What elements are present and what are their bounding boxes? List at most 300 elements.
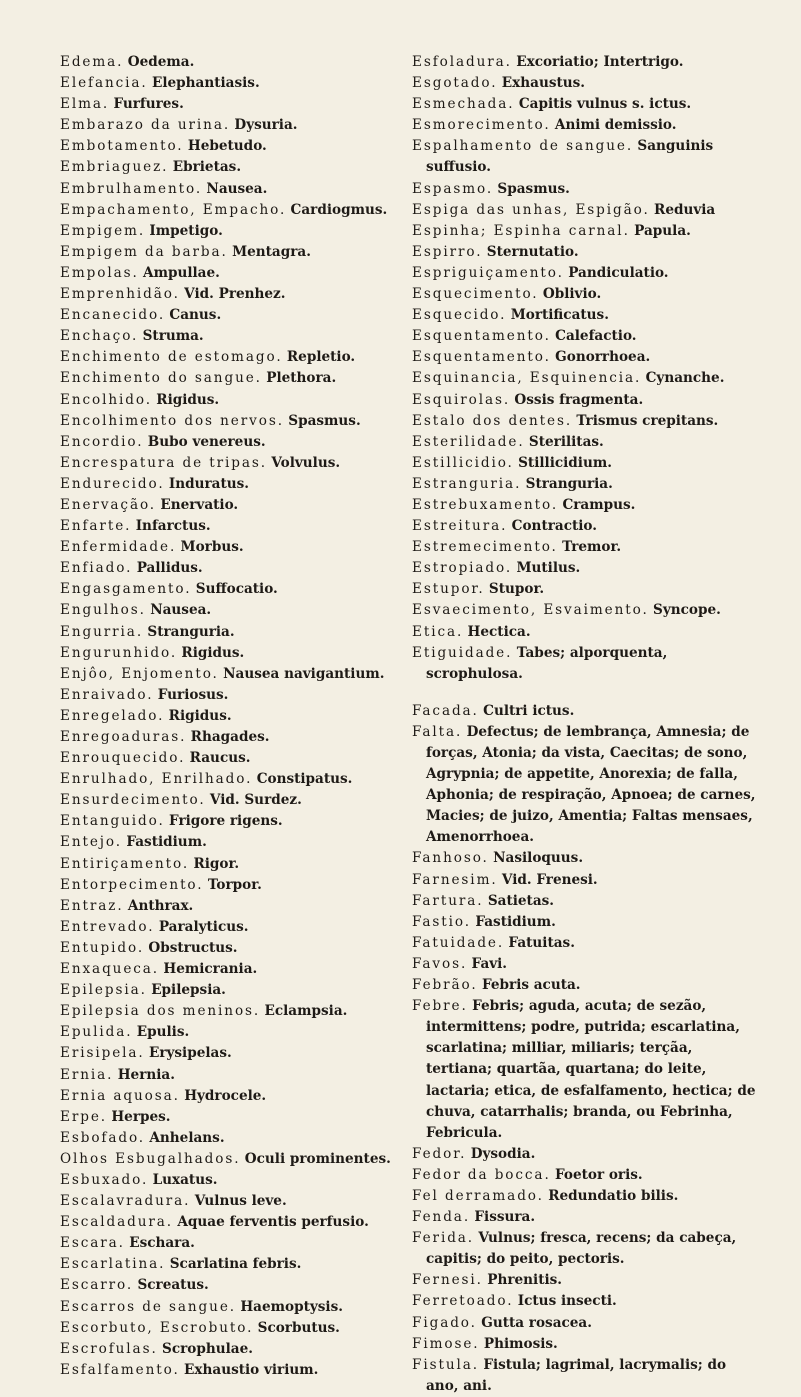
dictionary-entry (412, 326, 756, 347)
dictionary-entry (60, 579, 412, 600)
entry-headword: Emprenhidão. (60, 286, 180, 303)
entry-translation: Epilepsia. (151, 982, 226, 999)
entry-translation: Repletio. (286, 349, 356, 366)
entry-headword: Esbuxado. (60, 1171, 149, 1188)
entry-headword: Fedor. (412, 1145, 467, 1162)
entry-translation: Phrenitis. (487, 1272, 563, 1289)
entry-headword: Embriaguez. (60, 159, 169, 176)
entry-translation: Nasiloquus. (493, 850, 584, 867)
dictionary-entry (412, 200, 756, 221)
dictionary-entry (412, 305, 756, 326)
entry-headword: Fastio. (412, 913, 471, 930)
entry-translation: Papula. (634, 222, 691, 239)
dictionary-entry (60, 558, 412, 579)
entry-translation: Ebrietas. (172, 159, 242, 176)
dictionary-entry (60, 263, 412, 284)
dictionary-entry (60, 706, 412, 727)
dictionary-entry (60, 326, 412, 347)
entry-headword: Entrevado. (60, 918, 155, 935)
dictionary-entry (60, 685, 412, 706)
entry-translation: Rigidus. (156, 391, 220, 408)
entry-translation: Vid. Surdez. (209, 792, 302, 809)
dictionary-entry (412, 558, 756, 579)
entry-headword: Entiriçamento. (60, 855, 190, 872)
dictionary-entry (60, 1107, 412, 1128)
entry-headword: Escara. (60, 1235, 125, 1252)
dictionary-entry (60, 938, 412, 959)
entry-headword: Entejo. (60, 834, 122, 851)
entry-headword: Esquecimento. (412, 286, 539, 303)
dictionary-entry (412, 1355, 756, 1397)
dictionary-entry (412, 848, 756, 869)
dictionary-entry (60, 115, 412, 136)
entry-headword: Enchimento de estomago. (60, 349, 283, 366)
entry-translation: Foetor oris. (555, 1166, 643, 1183)
dictionary-entry (60, 811, 412, 832)
dictionary-entry (412, 179, 756, 200)
entry-translation: Herpes. (111, 1108, 171, 1125)
entry-translation: Scarlatina febris. (169, 1256, 302, 1273)
entry-headword: Fanhoso. (412, 850, 489, 867)
entry-headword: Entorpecimento. (60, 876, 204, 893)
entry-headword: Esquecido. (412, 307, 507, 324)
dictionary-entry (60, 832, 412, 853)
entry-headword: Esquirolas. (412, 391, 511, 408)
entry-headword: Enfermidade. (60, 539, 177, 556)
entry-translation: Gonorrhoea. (555, 349, 651, 366)
entry-headword: Estropiado. (412, 560, 513, 577)
entry-headword: Esmorecimento. (412, 117, 551, 134)
entry-headword: Empolas. (60, 264, 139, 281)
entry-translation: Stillicidium. (518, 454, 612, 471)
entry-headword: Enjôo, Enjomento. (60, 665, 219, 682)
entry-translation: Suffocatio. (195, 581, 278, 598)
entry-translation: Raucus. (189, 750, 251, 767)
entry-translation: Reduvia (654, 201, 716, 218)
dictionary-entry (412, 73, 756, 94)
entry-headword: Escorbuto, Escrobuto. (60, 1319, 254, 1336)
dictionary-entry (412, 221, 756, 242)
dictionary-entry (412, 432, 756, 453)
entry-headword: Esfoladura. (412, 54, 512, 70)
entry-translation: Vid. Prenhez. (184, 286, 286, 303)
entry-translation: Calefactio. (555, 328, 637, 345)
entry-translation: Elephantiasis. (151, 75, 260, 92)
dictionary-entry (60, 1001, 412, 1022)
entry-headword: Etica. (412, 623, 464, 640)
entry-translation: Paralyticus. (158, 918, 249, 935)
entry-translation: Induratus. (168, 475, 250, 492)
entry-translation: Scrophulae. (162, 1340, 253, 1357)
dictionary-entry (412, 453, 756, 474)
dictionary-entry (412, 368, 756, 389)
dictionary-entry (412, 390, 756, 411)
entry-translation: Phimosis. (483, 1335, 558, 1352)
entry-headword: Enfiado. (60, 560, 133, 577)
entry-headword: Enrulhado, Enrilhado. (60, 771, 253, 788)
entry-headword: Enregelado. (60, 707, 165, 724)
entry-headword: Erpe. (60, 1108, 108, 1125)
dictionary-entry (60, 875, 412, 896)
dictionary-entry (60, 1065, 412, 1086)
dictionary-entry (60, 453, 412, 474)
entry-translation: Pandiculatio. (568, 264, 669, 281)
entry-translation: Redundatio bilis. (548, 1187, 679, 1204)
dictionary-entry (60, 157, 412, 178)
entry-headword: Febrão. (412, 977, 478, 994)
entry-headword: Entraz. (60, 897, 124, 914)
entry-translation: Animi demissio. (554, 117, 677, 134)
entry-headword: Ernia aquosa. (60, 1087, 180, 1104)
dictionary-entry (60, 200, 412, 221)
dictionary-entry (412, 1144, 756, 1165)
dictionary-entry (60, 390, 412, 411)
dictionary-entry (60, 495, 412, 516)
entry-translation: Ossis fragmenta. (514, 391, 644, 408)
entry-headword: Esvaecimento, Esvaimento. (412, 602, 649, 619)
dictionary-entry (60, 284, 412, 305)
entry-translation: Hemicrania. (163, 961, 258, 978)
dictionary-entry (412, 912, 756, 933)
dictionary-entry (60, 1128, 412, 1149)
entry-headword: Epilepsia. (60, 982, 147, 999)
entry-translation: Pallidus. (136, 560, 203, 577)
entry-translation: Enervatio. (160, 496, 239, 513)
entry-translation: Fistula; lagrimal, lacrymalis; do ano, ani. (426, 1356, 727, 1394)
entry-translation: Morbus. (180, 539, 244, 556)
entry-headword: Olhos Esbugalhados. (60, 1150, 241, 1167)
dictionary-entry (60, 1086, 412, 1107)
dictionary-entry (412, 242, 756, 263)
dictionary-entry (412, 52, 756, 73)
entry-headword: Esmechada. (412, 96, 515, 113)
dictionary-entry (412, 722, 756, 849)
entry-headword: Edema. (60, 54, 124, 70)
entry-translation: Tabes; alporquenta, scrophulosa. (426, 644, 668, 682)
entry-headword: Engurria. (60, 623, 144, 640)
dictionary-entry (60, 516, 412, 537)
entry-translation: Stranguria. (147, 623, 235, 640)
entry-translation: Cynanche. (645, 370, 725, 387)
entry-headword: Entanguido. (60, 813, 165, 830)
dictionary-entry (412, 411, 756, 432)
entry-translation: Obstructus. (148, 939, 238, 956)
dictionary-entry (60, 1149, 412, 1170)
entry-headword: Elma. (60, 96, 110, 113)
dictionary-entry (60, 980, 412, 1001)
entry-headword: Estrebuxamento. (412, 496, 559, 513)
entry-headword: Enfarte. (60, 518, 132, 535)
entry-translation: Febris; aguda, acuta; de sezão, intermittens; podre, putrida; escarlatina, scarlatina; milliar, miliaris; terçãa, tertiana; quartãa, quartana; do leite, lactaria; etica, de esfalfamento, hectica; de chuva, catarrhalis; branda, ou Febrinha, Febricula. (426, 998, 756, 1141)
entry-headword: Fenda. (412, 1209, 471, 1226)
entry-translation: Exhaustus. (501, 75, 586, 92)
dictionary-entry (412, 933, 756, 954)
dictionary-entry (60, 917, 412, 938)
entry-headword: Espriguiçamento. (412, 264, 564, 281)
entry-translation: Screatus. (137, 1277, 209, 1294)
entry-headword: Fedor da bocca. (412, 1166, 551, 1183)
entry-headword: Esquinancia, Esquinencia. (412, 370, 642, 387)
entry-translation: Impetigo. (149, 222, 223, 239)
entry-headword: Fistula. (412, 1356, 479, 1373)
entry-translation: Crampus. (562, 496, 636, 513)
entry-translation: Capitis vulnus s. ictus. (518, 96, 692, 113)
entry-headword: Embarazo da urina. (60, 117, 231, 134)
entry-translation: Defectus; de lembrança, Amnesia; de forças, Atonia; da vista, Caecitas; de sono, Agrypnia; de appetite, Anorexia; de falla, Aphonia; de respiração, Apnoea; de carnes, Macies; de juizo, Amentia; Faltas mensaes, Amenorrhoea. (426, 723, 756, 846)
dictionary-entry (412, 516, 756, 537)
entry-translation: Eclampsia. (264, 1003, 348, 1020)
entry-headword: Estremecimento. (412, 539, 558, 556)
entry-headword: Espasmo. (412, 180, 494, 197)
entry-translation: Spasmus. (288, 412, 361, 429)
dictionary-entry (60, 1297, 412, 1318)
entry-headword: Erisipela. (60, 1045, 145, 1062)
dictionary-entry (60, 221, 412, 242)
entry-headword: Encolhido. (60, 391, 152, 408)
right-column-e-entries (412, 52, 756, 685)
entry-headword: Esterilidade. (412, 433, 525, 450)
entry-headword: Figado. (412, 1314, 477, 1331)
entry-translation: Febris acuta. (481, 977, 581, 994)
dictionary-entry (60, 347, 412, 368)
entry-headword: Febre. (412, 998, 468, 1015)
dictionary-entry (60, 664, 412, 685)
dictionary-entry (60, 1043, 412, 1064)
entry-headword: Elefancia. (60, 75, 148, 92)
dictionary-entry (60, 790, 412, 811)
entry-headword: Escarlatina. (60, 1256, 166, 1273)
entry-translation: Mutilus. (516, 560, 581, 577)
dictionary-entry (412, 643, 756, 685)
entry-headword: Estreitura. (412, 518, 508, 535)
entry-translation: Spasmus. (497, 180, 570, 197)
entry-headword: Fartura. (412, 892, 484, 909)
entry-headword: Enraivado. (60, 686, 154, 703)
entry-translation: Vid. Frenesi. (501, 871, 598, 888)
entry-headword: Ensurdecimento. (60, 792, 206, 809)
dictionary-entry (412, 537, 756, 558)
entry-translation: Ampullae. (143, 264, 220, 281)
dictionary-entry (60, 242, 412, 263)
entry-translation: Oblivio. (542, 286, 602, 303)
entry-translation: Hydrocele. (184, 1087, 267, 1104)
dictionary-entry (60, 94, 412, 115)
dictionary-entry (60, 896, 412, 917)
entry-translation: Vulnus; fresca, recens; da cabeça, capitis; do peito, pectoris. (426, 1230, 737, 1268)
dictionary-entry (412, 891, 756, 912)
entry-headword: Enchaço. (60, 328, 139, 345)
entry-headword: Espirro. (412, 243, 483, 260)
entry-headword: Embrulhamento. (60, 180, 203, 197)
entry-headword: Escaldadura. (60, 1214, 173, 1231)
entry-translation: Fastidium. (475, 913, 556, 930)
entry-headword: Enrouquecido. (60, 750, 186, 767)
entry-translation: Exhaustio virium. (184, 1361, 319, 1378)
dictionary-entry (412, 347, 756, 368)
entry-translation: Sterilitas. (528, 433, 604, 450)
entry-translation: Cardiogmus. (290, 201, 388, 218)
entry-translation: Contractio. (511, 518, 597, 535)
entry-translation: Fastidium. (126, 834, 207, 851)
entry-translation: Rigidus. (181, 644, 245, 661)
entry-translation: Dysuria. (234, 117, 298, 134)
entry-translation: Cultri ictus. (483, 702, 575, 719)
entry-translation: Plethora. (266, 370, 337, 387)
dictionary-entry (60, 1254, 412, 1275)
entry-translation: Scorbutus. (257, 1319, 340, 1336)
entry-headword: Esquentamento. (412, 349, 551, 366)
dictionary-entry (60, 368, 412, 389)
entry-translation: Nausea navigantium. (223, 665, 385, 682)
dictionary-entry (60, 474, 412, 495)
dictionary-entry (412, 1228, 756, 1270)
entry-translation: Constipatus. (256, 771, 353, 788)
entry-translation: Dysodia. (470, 1145, 536, 1162)
entry-translation: Oculi prominentes. (244, 1150, 391, 1167)
entry-translation: Nausea. (150, 602, 212, 619)
entry-translation: Furfures. (113, 96, 184, 113)
entry-translation: Anhelans. (149, 1129, 225, 1146)
entry-headword: Fernesi. (412, 1272, 483, 1289)
dictionary-entry (412, 996, 756, 1144)
dictionary-entry (60, 73, 412, 94)
dictionary-entry (412, 94, 756, 115)
dictionary-entry (60, 769, 412, 790)
entry-translation: Frigore rigens. (169, 813, 283, 830)
dictionary-entry (60, 179, 412, 200)
entry-headword: Engurunhido. (60, 644, 178, 661)
dictionary-entry (60, 537, 412, 558)
dictionary-entry (60, 1318, 412, 1339)
right-column (412, 52, 756, 1397)
entry-translation: Erysipelas. (148, 1045, 232, 1062)
entry-headword: Ernia. (60, 1066, 114, 1083)
dictionary-entry (412, 284, 756, 305)
entry-headword: Estupor. (412, 581, 485, 598)
entry-headword: Favos. (412, 955, 468, 972)
dictionary-entry (60, 1170, 412, 1191)
dictionary-entry (60, 748, 412, 769)
entry-translation: Furiosus. (157, 686, 229, 703)
entry-translation: Fissura. (474, 1209, 536, 1226)
entry-translation: Haemoptysis. (240, 1298, 343, 1315)
entry-headword: Espinha; Espinha carnal. (412, 222, 630, 239)
dictionary-entry (412, 1186, 756, 1207)
dictionary-entry (60, 136, 412, 157)
dictionary-entry (412, 263, 756, 284)
entry-translation: Favi. (471, 955, 508, 972)
entry-headword: Fatuidade. (412, 934, 505, 951)
entry-translation: Mentagra. (232, 243, 311, 260)
left-column (60, 52, 412, 1381)
dictionary-entry (60, 1212, 412, 1233)
dictionary-entry (412, 1313, 756, 1334)
dictionary-entry (60, 1360, 412, 1381)
entry-headword: Facada. (412, 702, 479, 719)
dictionary-entry (60, 1233, 412, 1254)
entry-translation: Rigor. (193, 855, 240, 872)
entry-headword: Engulhos. (60, 602, 146, 619)
entry-headword: Epulida. (60, 1024, 133, 1041)
entry-headword: Estalo dos dentes. (412, 412, 573, 429)
dictionary-entry (412, 975, 756, 996)
dictionary-entry (60, 1275, 412, 1296)
entry-headword: Espalhamento de sangue. (412, 138, 634, 155)
dictionary-entry (412, 1270, 756, 1291)
entry-headword: Escarro. (60, 1277, 134, 1294)
entry-headword: Empigem. (60, 222, 146, 239)
entry-translation: Stupor. (488, 581, 545, 598)
right-column-f-entries (412, 701, 756, 1397)
entry-headword: Esbofado. (60, 1129, 146, 1146)
entry-headword: Enervação. (60, 496, 157, 513)
entry-translation: Vulnus leve. (194, 1193, 287, 1210)
dictionary-entry (412, 954, 756, 975)
entry-headword: Encordio. (60, 433, 144, 450)
entry-translation: Hebetudo. (187, 138, 267, 155)
entry-headword: Empigem da barba. (60, 243, 228, 260)
entry-headword: Estillicidio. (412, 454, 514, 471)
entry-headword: Epilepsia dos meninos. (60, 1003, 261, 1020)
entry-translation: Sternutatio. (486, 243, 579, 260)
entry-headword: Etiguidade. (412, 644, 513, 661)
dictionary-entry (412, 870, 756, 891)
entry-translation: Infarctus. (135, 518, 211, 535)
entry-headword: Escrofulas. (60, 1340, 158, 1357)
entry-translation: Ictus insecti. (517, 1293, 617, 1310)
entry-translation: Rigidus. (168, 707, 232, 724)
dictionary-entry (412, 1207, 756, 1228)
entry-headword: Ferretoado. (412, 1293, 514, 1310)
dictionary-entry (60, 854, 412, 875)
entry-headword: Encanecido. (60, 307, 166, 324)
dictionary-entry (412, 701, 756, 722)
entry-translation: Fatuitas. (508, 934, 575, 951)
entry-headword: Escarros de sangue. (60, 1298, 236, 1315)
entry-translation: Tremor. (562, 539, 622, 556)
entry-headword: Empachamento, Empacho. (60, 201, 287, 218)
dictionary-entry (60, 1022, 412, 1043)
entry-headword: Enregoaduras. (60, 729, 187, 745)
entry-headword: Esquentamento. (412, 328, 551, 345)
dictionary-entry (60, 305, 412, 326)
entry-headword: Esfalfamento. (60, 1361, 180, 1378)
entry-translation: Excoriatio; Intertrigo. (516, 54, 684, 70)
entry-translation: Luxatus. (152, 1171, 218, 1188)
entry-translation: Mortificatus. (510, 307, 609, 324)
entry-headword: Enchimento do sangue. (60, 370, 262, 387)
entry-headword: Fimose. (412, 1335, 480, 1352)
entry-translation: Oedema. (127, 54, 195, 70)
entry-translation: Epulis. (136, 1024, 190, 1041)
dictionary-entry (412, 115, 756, 136)
dictionary-entry (412, 579, 756, 600)
entry-translation: Torpor. (207, 876, 262, 893)
entry-translation: Bubo venereus. (147, 433, 266, 450)
entry-translation: Stranguria. (525, 475, 613, 492)
dictionary-entry (412, 600, 756, 621)
entry-headword: Embotamento. (60, 138, 184, 155)
entry-translation: Syncope. (653, 602, 721, 619)
entry-headword: Encrespatura de tripas. (60, 454, 268, 471)
entry-headword: Esgotado. (412, 75, 498, 92)
entry-headword: Entupido. (60, 939, 145, 956)
dictionary-entry (412, 495, 756, 516)
dictionary-entry (412, 1165, 756, 1186)
entry-translation: Eschara. (129, 1235, 195, 1252)
entry-headword: Espiga das unhas, Espigão. (412, 201, 650, 218)
dictionary-entry (60, 727, 412, 748)
